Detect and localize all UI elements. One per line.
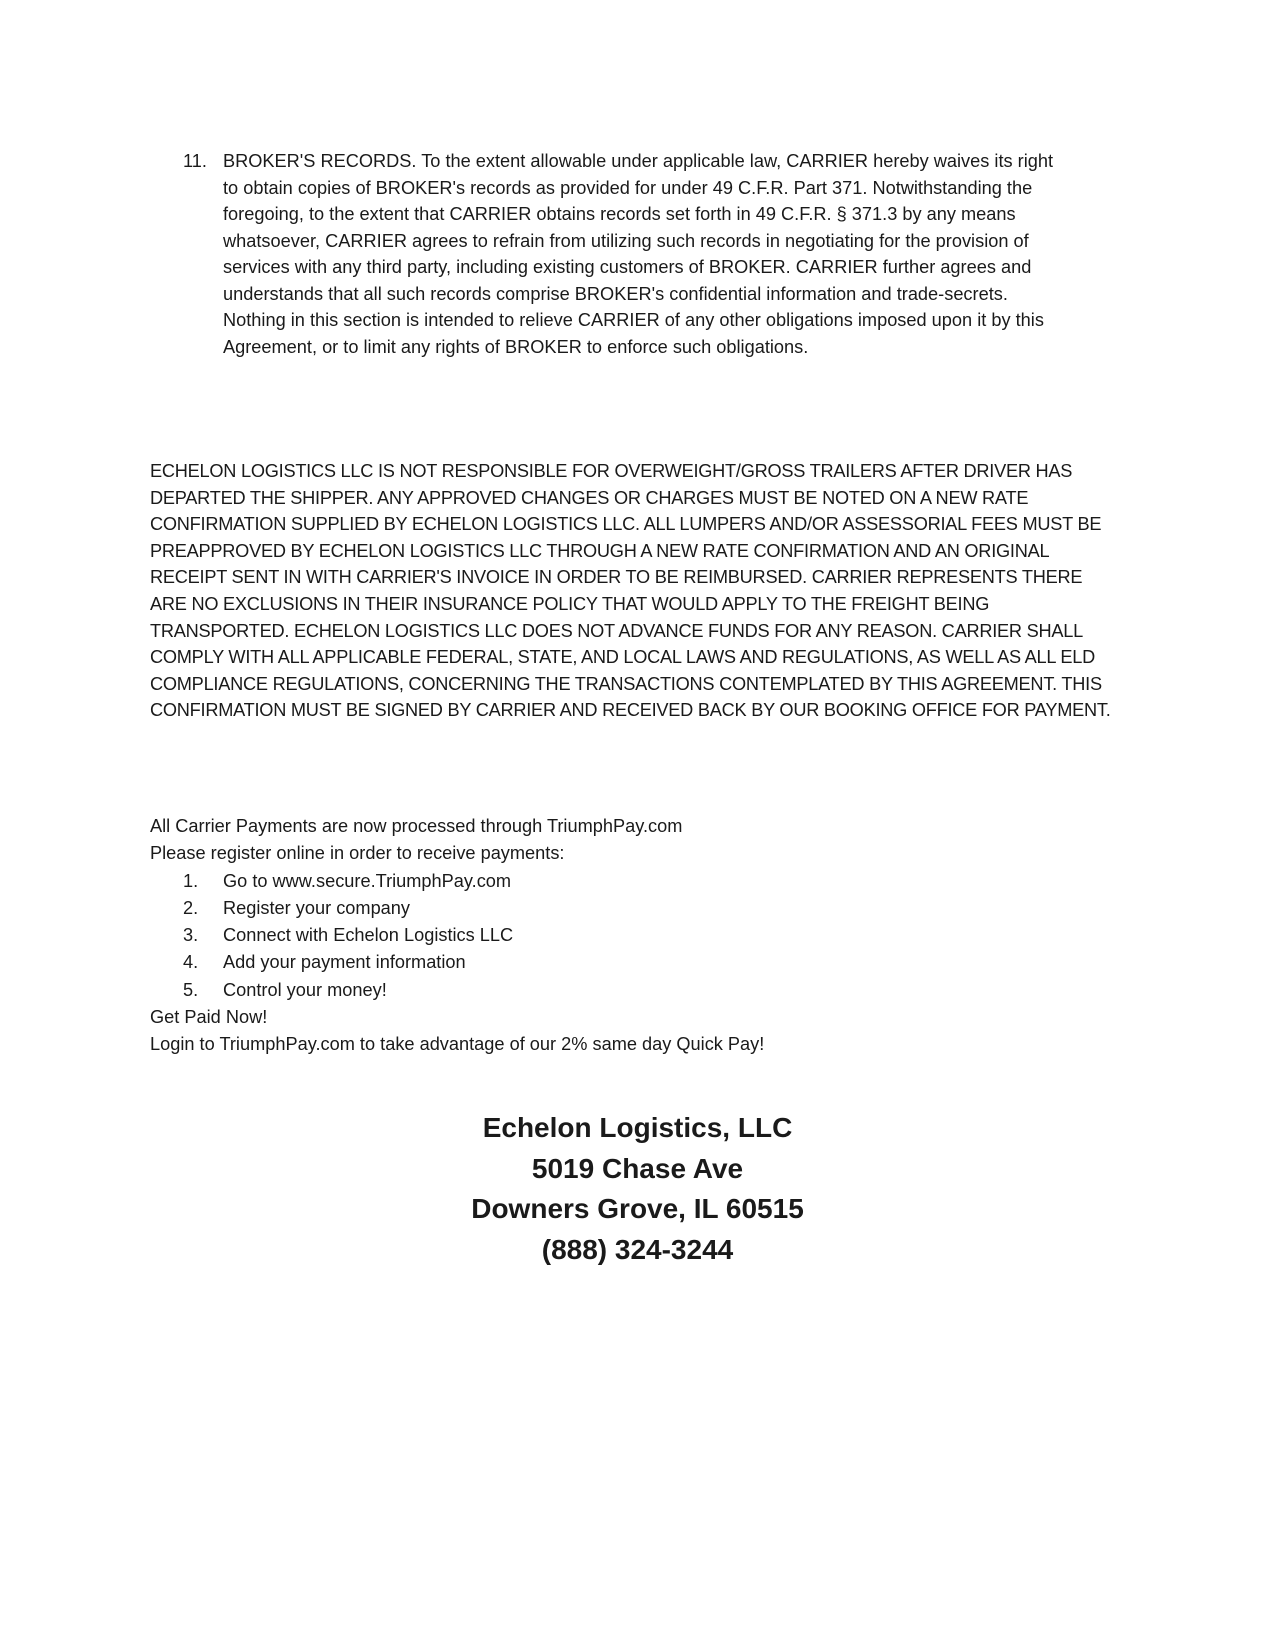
clause-number: 11. bbox=[183, 151, 207, 171]
clause-text: BROKER'S RECORDS. To the extent allowable under applicable law, CARRIER hereby waives its right to obtain copies of BROKER's records as provided for under 49 C.F.R. Part 371. Notwithstanding the foregoing, to the extent that CARRIER obtains records set forth in 49 C.F.R. § 371.3 by any means whatsoever, CARRIER agrees to refrain from utilizing such records in negotiating for the provision of services with any third party, including existing customers of BROKER. CARRIER further agrees and understands that all such records comprise BROKER's confidential information and trade-secrets. Nothing in this section is intended to relieve CARRIER of any other obligations imposed upon it by this Agreement, or to limit any rights of BROKER to enforce such obligations. bbox=[223, 151, 1054, 357]
step-text: Control your money! bbox=[223, 979, 387, 1000]
step-number: 5. bbox=[183, 979, 199, 1000]
registration-steps bbox=[150, 868, 1050, 1004]
step-text: Go to www.secure.TriumphPay.com bbox=[223, 870, 512, 891]
city-state-zip: Downers Grove, IL 60515 bbox=[471, 1193, 804, 1224]
step-number: 3. bbox=[183, 925, 199, 946]
step-number: 2. bbox=[183, 897, 199, 918]
payments-intro: All Carrier Payments are now processed through TriumphPay.com bbox=[150, 816, 683, 836]
step-text: Connect with Echelon Logistics LLC bbox=[223, 925, 514, 946]
company-address-block bbox=[0, 1108, 1275, 1270]
list-item bbox=[150, 949, 1050, 976]
step-text: Add your payment information bbox=[223, 952, 466, 973]
step-number: 1. bbox=[183, 870, 199, 891]
brokers-records-clause bbox=[183, 148, 1063, 360]
step-number: 4. bbox=[183, 952, 199, 973]
street-address: 5019 Chase Ave bbox=[531, 1152, 744, 1184]
payments-register: Please register online in order to receive payments: bbox=[150, 843, 565, 864]
get-paid-line: Get Paid Now! bbox=[150, 1007, 268, 1028]
liability-notice: ECHELON LOGISTICS LLC IS NOT RESPONSIBLE FOR OVERWEIGHT/GROSS TRAILERS AFTER DRIVER HAS DEPARTED THE SHIPPER. ANY APPROVED CHANGES OR CHARGES MUST BE NOTED ON A NEW RATE CONFIRMATION SUPPLIED BY ECHELON LOGISTICS LLC. ALL LUMPERS AND/OR ASSESSORIAL FEES MUST BE PREAPPROVED BY ECHELON LOGISTICS LLC THROUGH A NEW RATE CONFIRMATION AND AN ORIGINAL RECEIPT SENT IN WITH CARRIER'S INVOICE IN ORDER TO BE REIMBURSED. CARRIER REPRESENTS THERE ARE NO EXCLUSIONS IN THEIR INSURANCE POLICY THAT WOULD APPLY TO THE FREIGHT BEING TRANSPORTED. ECHELON LOGISTICS LLC DOES NOT ADVANCE FUNDS FOR ANY REASON. CARRIER SHALL COMPLY WITH ALL APPLICABLE FEDERAL, STATE, AND LOCAL LAWS AND REGULATIONS, AS WELL AS ALL ELD COMPLIANCE REGULATIONS, CONCERNING THE TRANSACTIONS CONTEMPLATED BY THIS AGREEMENT. THIS CONFIRMATION MUST BE SIGNED BY CARRIER AND RECEIVED BACK BY OUR BOOKING OFFICE FOR PAYMENT. bbox=[150, 461, 1111, 721]
list-item bbox=[150, 977, 1050, 1004]
list-item bbox=[150, 922, 1050, 949]
phone-number: (888) 324-3244 bbox=[541, 1233, 734, 1265]
quick-pay-line: Login to TriumphPay.com to take advantage of our 2% same day Quick Pay! bbox=[150, 1034, 765, 1055]
payment-instructions bbox=[150, 813, 1050, 1059]
company-name: Echelon Logistics, LLC bbox=[482, 1112, 793, 1143]
list-item bbox=[150, 895, 1050, 922]
step-text: Register your company bbox=[223, 897, 411, 918]
list-item bbox=[150, 868, 1050, 895]
